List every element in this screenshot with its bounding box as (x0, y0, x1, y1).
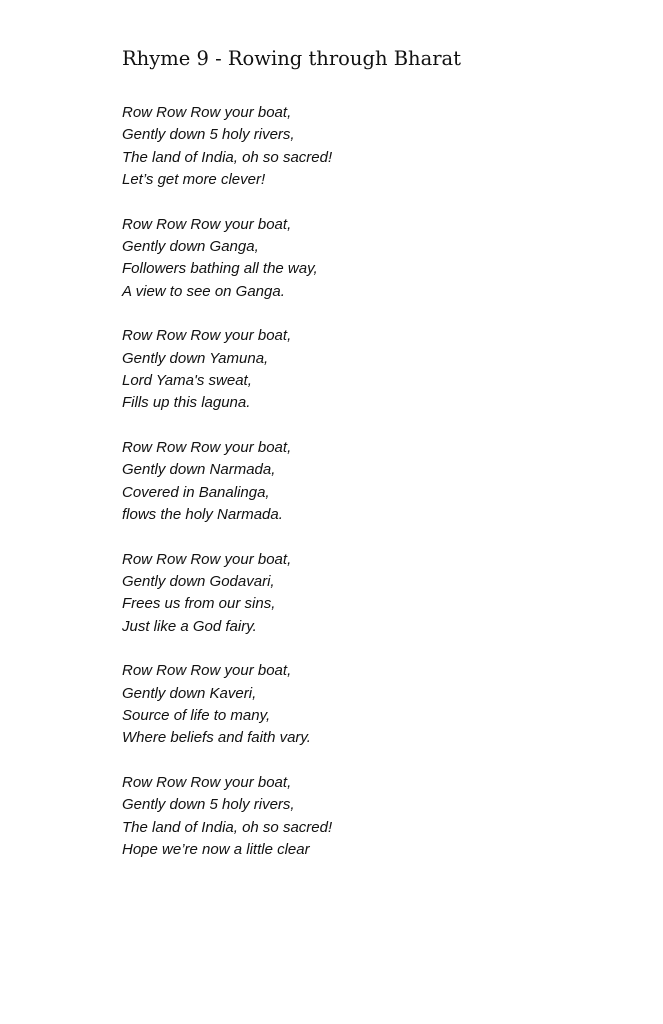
poem-line: Let’s get more clever! (122, 170, 266, 188)
poem-line: The land of India, oh so sacred! (122, 148, 333, 166)
poem-line: Row Row Row your boat, (122, 550, 292, 568)
stanza-2 (122, 214, 622, 303)
poem-line: Source of life to many, (122, 707, 271, 725)
poem-line: Row Row Row your boat, (122, 774, 292, 792)
poem-line: Where beliefs and faith vary. (122, 729, 311, 747)
poem-line: Row Row Row your boat, (122, 327, 292, 345)
poem-line: Row Row Row your boat, (122, 662, 292, 680)
stanza-5 (122, 549, 622, 638)
poem-line: Hope we’re now a little clear (122, 841, 310, 859)
stanza-1 (122, 102, 622, 191)
poem-line: Gently down Kaveri, (122, 684, 257, 702)
poem-line: Lord Yama's sweat, (122, 371, 252, 389)
poem-line: Gently down Narmada, (122, 461, 276, 479)
poem-line: Gently down Godavari, (122, 573, 275, 591)
poem-line: Frees us from our sins, (122, 595, 276, 613)
page-title: Rhyme 9 - Rowing through Bharat (122, 47, 462, 70)
poem-line: Row Row Row your boat, (122, 104, 292, 121)
poem-line: Row Row Row your boat, (122, 439, 292, 457)
stanza-6 (122, 660, 622, 749)
poem-line: Row Row Row your boat, (122, 215, 292, 233)
poem-line: Gently down Ganga, (122, 237, 259, 255)
poem-line: Just like a God fairy. (122, 617, 257, 635)
poem (122, 102, 622, 884)
poem-line: Gently down Yamuna, (122, 349, 269, 367)
poem-line: Fills up this laguna. (122, 394, 251, 412)
poem-line: The land of India, oh so sacred! (122, 818, 333, 836)
poem-line: Followers bathing all the way, (122, 260, 318, 278)
poem-line: A view to see on Ganga. (122, 282, 285, 300)
poem-line: Gently down 5 holy rivers, (122, 796, 295, 814)
poem-line: Gently down 5 holy rivers, (122, 126, 295, 144)
stanza-7 (122, 772, 622, 861)
poem-line: Covered in Banalinga, (122, 483, 270, 501)
poem-line: flows the holy Narmada. (122, 505, 283, 523)
stanza-3 (122, 325, 622, 414)
stanza-4 (122, 437, 622, 526)
